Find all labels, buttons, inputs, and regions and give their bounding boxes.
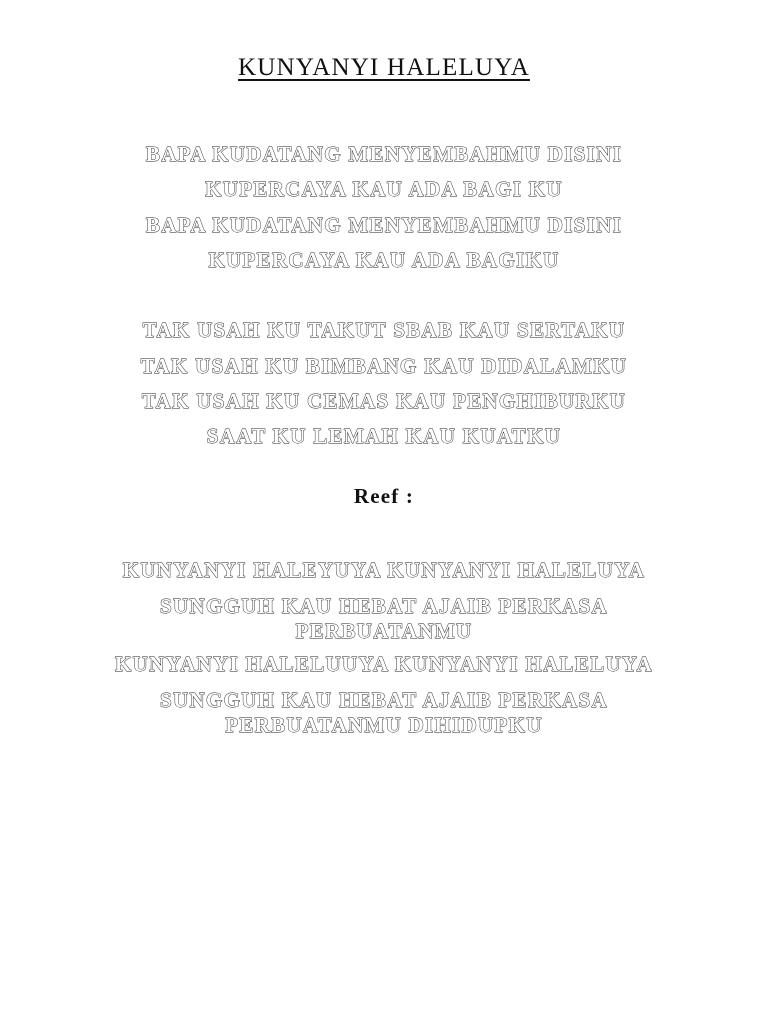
verse2-line-1: TAK USAH KU TAKUT SBAB KAU SERTAKU xyxy=(142,318,626,342)
chorus-line-3: PERBUATANMU xyxy=(295,619,473,643)
song-title: KUNYANYI HALELUYA xyxy=(238,54,530,81)
verse1-line-3: BAPA KUDATANG MENYEMBAHMU DISINI xyxy=(145,213,623,237)
chorus-line-2: SUNGGUH KAU HEBAT AJAIB PERKASA xyxy=(160,594,608,618)
chorus-line-5: SUNGGUH KAU HEBAT AJAIB PERKASA xyxy=(160,688,608,712)
chorus-line-1: KUNYANYI HALEYUYA KUNYANYI HALELUYA xyxy=(122,558,646,582)
verse2-line-4: SAAT KU LEMAH KAU KUATKU xyxy=(206,424,562,448)
verse2-line-2: TAK USAH KU BIMBANG KAU DIDALAMKU xyxy=(140,354,628,378)
verse1-line-4: KUPERCAYA KAU ADA BAGIKU xyxy=(208,248,560,272)
verse1-line-1: BAPA KUDATANG MENYEMBAHMU DISINI xyxy=(145,142,623,166)
reef-label: Reef : xyxy=(353,484,415,508)
verse1-line-2: KUPERCAYA KAU ADA BAGI KU xyxy=(205,177,563,201)
chorus-line-4: KUNYANYI HALELUUYA KUNYANYI HALELUYA xyxy=(115,652,653,676)
verse2-line-3: TAK USAH KU CEMAS KAU PENGHIBURKU xyxy=(141,389,627,413)
chorus-line-6: PERBUATANMU DIHIDUPKU xyxy=(225,713,543,737)
